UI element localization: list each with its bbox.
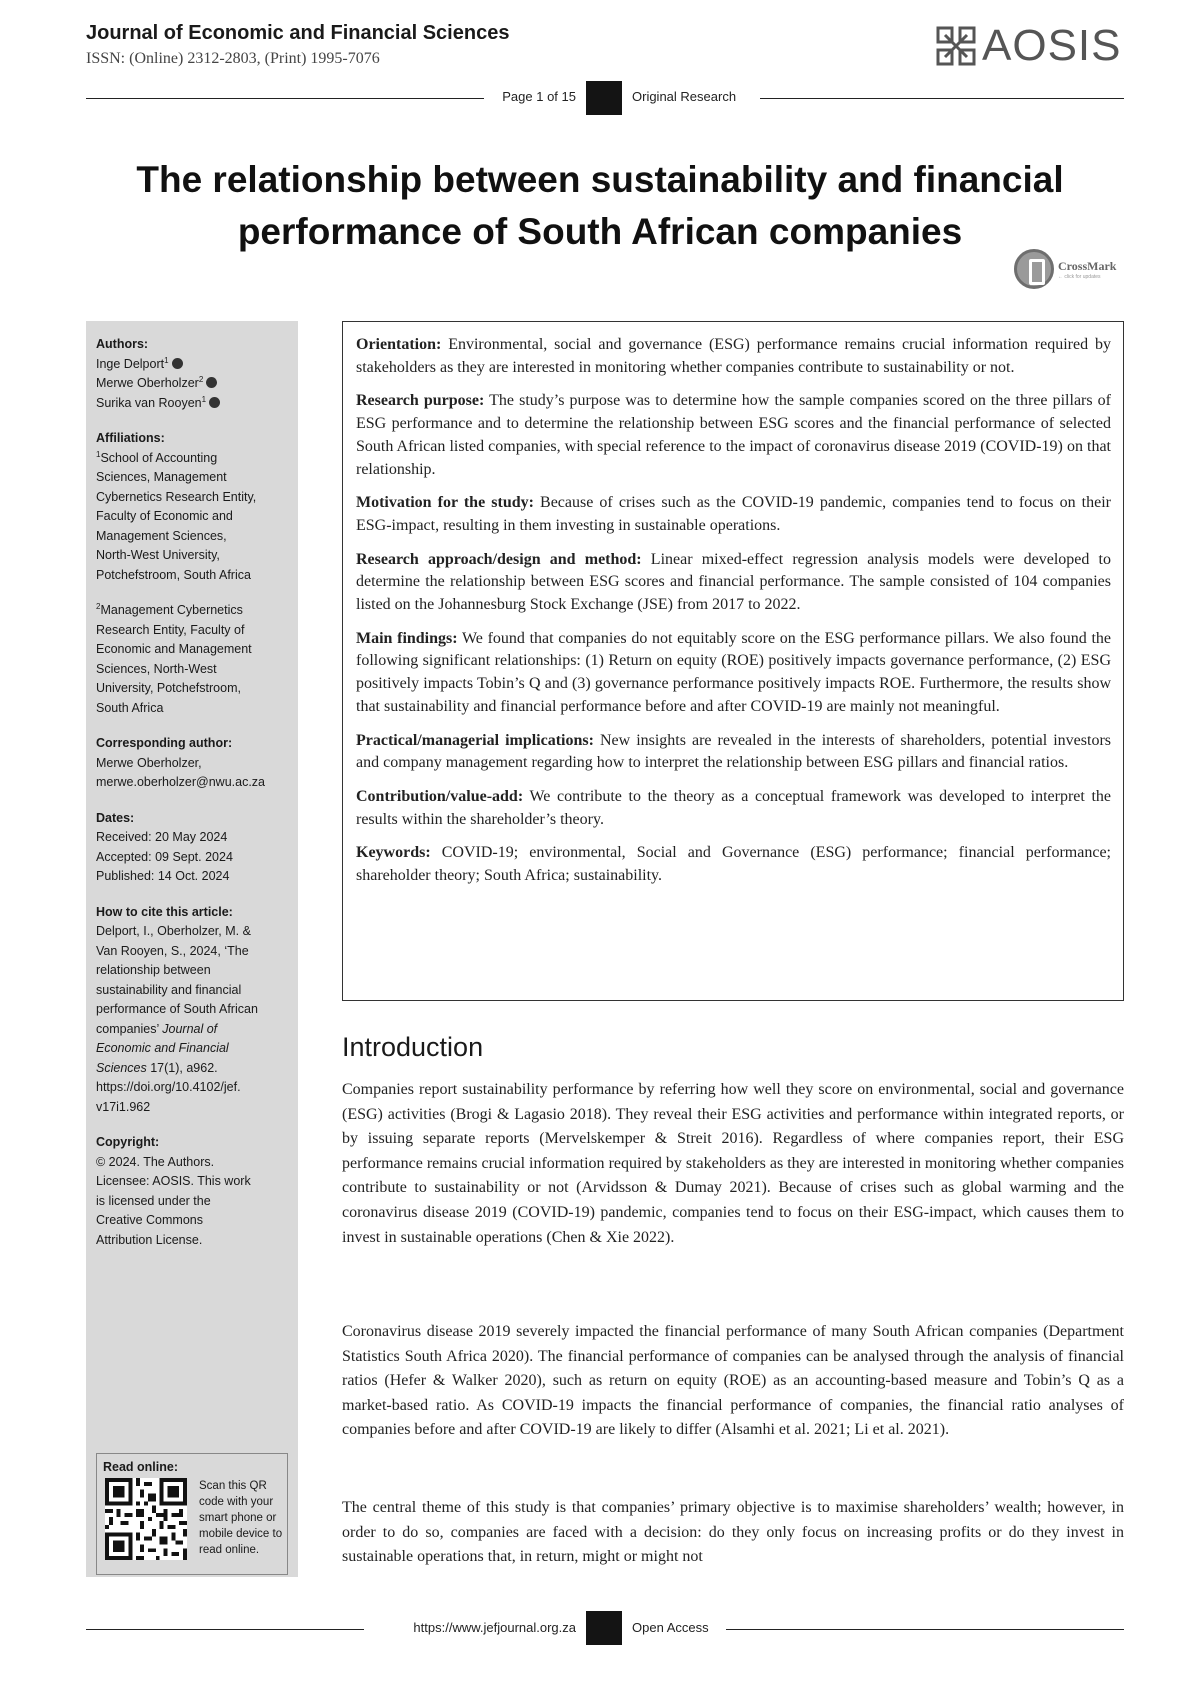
corresponding-email-link[interactable]: merwe.oberholzer@nwu.ac.za — [96, 775, 266, 789]
affiliation-marker: 2 — [96, 601, 101, 611]
introduction-heading: Introduction — [342, 1032, 484, 1062]
footer-rule-left — [86, 1629, 364, 1630]
abstract-text: Environmental, social and governance (ESG) performance remains crucial information required by stakeholders as they are interested in monitoring whether companies contribute to sustainability or not. — [356, 336, 1111, 376]
author-entry — [96, 394, 290, 414]
affiliation-line: Research Entity, Faculty of — [96, 622, 245, 637]
article-title: The relationship between sustainability and financial performance of South African companies — [136, 159, 1064, 252]
footer-marker-square — [586, 1611, 622, 1645]
copyright-line: Licensee: AOSIS. This work — [96, 1174, 251, 1188]
abstract-text: We contribute to the theory as a conceptual framework was developed to interpret the results within the shareholder’s theory. — [356, 787, 1111, 828]
author-entry — [96, 374, 290, 394]
body-paragraph: The central theme of this study is that companies’ primary objective is to maximise shareholders’ wealth; however, in order to do so, companies are faced with a decision: do they only focus on increasing profits or do they invest in sustainable operations that, in return, might or might not — [342, 1499, 1124, 1566]
crossmark-badge[interactable] — [1014, 247, 1124, 291]
abstract-paragraph — [356, 390, 1111, 481]
read-online-box — [96, 1453, 288, 1575]
corresponding-name: Merwe Oberholzer, — [96, 755, 202, 770]
affiliation-line: Management Sciences, — [96, 528, 227, 543]
affiliation-text: School of Accounting — [100, 450, 218, 465]
author-name: Surika van Rooyen — [96, 395, 202, 410]
copyright-line: Attribution License. — [96, 1232, 203, 1247]
article-info-sidebar — [86, 321, 298, 1577]
header-rule-right — [760, 98, 1124, 99]
citation-text: companies’ — [96, 1021, 159, 1036]
copyright-block — [96, 1133, 290, 1250]
affiliation-line — [96, 449, 290, 469]
keywords — [356, 842, 1111, 887]
citation-volume: 17(1), a962. — [146, 1060, 218, 1075]
affiliations-heading: Affiliations: — [96, 431, 165, 445]
doi-link[interactable]: https://doi.org/10.4102/jef. — [96, 1080, 241, 1094]
keywords-text: COVID-19; environmental, Social and Governance (ESG) performance; financial performance; shareholder theory; South Africa; sustainability. — [356, 844, 1111, 885]
author-affiliation-marker: 1 — [164, 355, 169, 365]
author-affiliation-marker: 2 — [198, 374, 204, 384]
citation-line: Delport, I., Oberholzer, M. & — [96, 924, 251, 938]
affiliation-line: Potchefstroom, South Africa — [96, 567, 251, 582]
copyright-line: Creative Commons — [96, 1213, 203, 1227]
copyright-line: is licensed under the — [96, 1193, 211, 1208]
issn-line: ISSN: (Online) 2312-2803, (Print) 1995-7076 — [86, 50, 380, 67]
citation-line: relationship between — [96, 963, 211, 977]
crossmark-sublabel: ← click for updates — [1058, 273, 1101, 280]
citation-line: sustainability and financial — [96, 982, 242, 997]
citation-heading: How to cite this article: — [96, 904, 233, 919]
abstract-paragraph — [356, 492, 1111, 537]
corresponding-heading: Corresponding author: — [96, 736, 233, 750]
affiliation-line: Cybernetics Research Entity, — [96, 489, 257, 504]
received-date: Received: 20 May 2024 — [96, 830, 228, 844]
affiliation-line: South Africa — [96, 700, 164, 715]
read-online-instructions: Scan this QR code with your smart phone or mobile device to read online. — [199, 1480, 283, 1556]
affiliation-line: University, Potchefstroom, — [96, 681, 241, 695]
doi-link[interactable]: v17i1.962 — [96, 1099, 151, 1114]
authors-heading: Authors: — [96, 337, 149, 351]
published-date: Published: 14 Oct. 2024 — [96, 869, 230, 883]
copyright-heading: Copyright: — [96, 1135, 160, 1149]
abstract-label: Orientation: — [356, 336, 442, 353]
abstract-paragraph — [356, 730, 1111, 775]
citation-line — [96, 1059, 290, 1079]
qr-code-icon[interactable] — [105, 1478, 187, 1560]
author-name: Merwe Oberholzer — [96, 376, 199, 390]
corresponding-author-block — [96, 734, 290, 793]
footer-rule-right — [726, 1629, 1124, 1630]
header-rule-left — [86, 98, 484, 99]
journal-url-link[interactable]: https://www.jefjournal.org.za — [413, 1620, 576, 1635]
affiliation-line: Sciences, North-West — [96, 661, 217, 676]
citation-journal: Sciences — [96, 1060, 147, 1075]
accepted-date: Accepted: 09 Sept. 2024 — [96, 849, 233, 864]
abstract-paragraph — [356, 549, 1111, 617]
aosis-emblem-icon — [934, 24, 978, 68]
dates-block — [96, 809, 290, 887]
affiliation-line: Sciences, Management — [96, 470, 227, 484]
abstract-text: New insights are revealed in the interests of shareholders, potential investors and company management regarding how to interpret the relationship between ESG pillars and financial ratios. — [356, 731, 1112, 772]
abstract-label: Main findings: — [356, 629, 458, 647]
aosis-wordmark: AOSIS — [982, 21, 1122, 70]
authors-block — [96, 335, 290, 413]
abstract-text: Because of crises such as the COVID-19 pandemic, companies tend to focus on their ESG-impact, resulting in them investing in sustainable operations. — [356, 494, 1111, 534]
header-marker-square — [586, 81, 622, 115]
affiliation-line: Economic and Management — [96, 642, 252, 656]
open-access-label: Open Access — [632, 1620, 709, 1635]
author-entry — [96, 355, 290, 375]
article-type: Original Research — [632, 89, 737, 104]
abstract-text: The study’s purpose was to determine how the sample companies scored on the three pillars of ESG performance and to determine the relationship between ESG scores and the financial performance of selected South African listed companies, with special reference to the impact of coronavirus disease 2019 (COVID-19) on that relationship. — [356, 392, 1112, 478]
orcid-icon[interactable] — [209, 397, 220, 408]
dates-heading: Dates: — [96, 810, 135, 825]
abstract-paragraph — [356, 334, 1111, 379]
crossmark-label: CrossMark — [1058, 258, 1117, 273]
citation-line — [96, 1020, 290, 1040]
citation-journal: Economic and Financial — [96, 1041, 229, 1055]
abstract-box — [342, 321, 1124, 1001]
affiliations-block — [96, 429, 290, 585]
affiliation-marker: 1 — [96, 449, 101, 459]
keywords-label: Keywords: — [356, 844, 431, 862]
citation-journal: Journal of — [162, 1021, 218, 1036]
affiliation-line: Faculty of Economic and — [96, 509, 233, 523]
author-name: Inge Delport — [96, 356, 165, 371]
affiliations-block-2 — [96, 601, 290, 718]
body-paragraph: Companies report sustainability performance by referring how well they score on environmental, social and governance (ESG) activities (Brogi & Lagasio 2018). They reveal their ESG activities and performance within integrated reports, or by issuing separate reports (Mervelskemper & Streit 2016). Regardless of where companies report, their ESG performance remains crucial information required by stakeholders as they are interested in monitoring whether companies contribute to sustainability or not (Arvidsson & Dumay 2021). Because of crises such as global warming and the coronavirus disease 2019 (COVID-19) pandemic, companies tend to focus on their ESG-impact, which causes them to invest in sustainable operations (Chen & Xie 2022). — [342, 1081, 1124, 1246]
abstract-text: We found that companies do not equitably score on the ESG performance pillars. We also found the following significant relationships: (1) Return on equity (ROE) positively impacts governance performance, (2) ESG positively impacts Tobin’s Q and (3) governance performance positively impacts ROE. Furthermore, the results show that sustainability and financial performance before and after COVID-19 are mainly not meaningful. — [356, 629, 1112, 715]
orcid-icon[interactable] — [172, 358, 183, 369]
citation-line: Van Rooyen, S., 2024, ‘The — [96, 943, 249, 958]
page-number: Page 1 of 15 — [502, 89, 576, 104]
abstract-label: Motivation for the study: — [356, 494, 534, 512]
copyright-line: © 2024. The Authors. — [96, 1154, 215, 1169]
abstract-label: Practical/managerial implications: — [356, 731, 594, 749]
affiliation-line — [96, 601, 290, 621]
affiliation-line: North-West University, — [96, 548, 220, 562]
abstract-paragraph — [356, 786, 1111, 831]
abstract-paragraph — [356, 628, 1111, 719]
author-affiliation-marker: 1 — [201, 394, 207, 404]
citation-block — [96, 903, 290, 1118]
read-online-heading: Read online: — [103, 1460, 179, 1474]
abstract-label: Research purpose: — [356, 392, 485, 410]
body-paragraph: Coronavirus disease 2019 severely impacted the financial performance of many South African companies (Department Statistics South Africa 2020). The financial performance of companies can be analysed through the analysis of financial ratios (Hefer & Walker 2020), such as return on equity (ROE) as an accounting-based measure and Tobin’s Q as a market-based ratio. As COVID-19 impacts the financial performance of companies, the financial ratio analyses of companies before and after COVID-19 are likely to differ (Alsamhi et al. 2021; Li et al. 2021). — [342, 1323, 1124, 1439]
abstract-text: Linear mixed-effect regression analysis models were developed to determine the relationship between ESG scores and financial performance. The sample consisted of 104 companies listed on the Johannesburg Stock Exchange (JSE) from 2017 to 2022. — [356, 550, 1111, 614]
publisher-logo[interactable] — [934, 22, 1124, 70]
abstract-label: Contribution/value-add: — [356, 787, 524, 805]
orcid-icon[interactable] — [206, 377, 217, 388]
abstract-label: Research approach/design and method: — [356, 550, 642, 568]
crossmark-icon — [1014, 249, 1054, 289]
journal-title: Journal of Economic and Financial Sciences — [86, 22, 510, 44]
affiliation-text: Management Cybernetics — [100, 603, 243, 617]
citation-line: performance of South African — [96, 1002, 258, 1016]
